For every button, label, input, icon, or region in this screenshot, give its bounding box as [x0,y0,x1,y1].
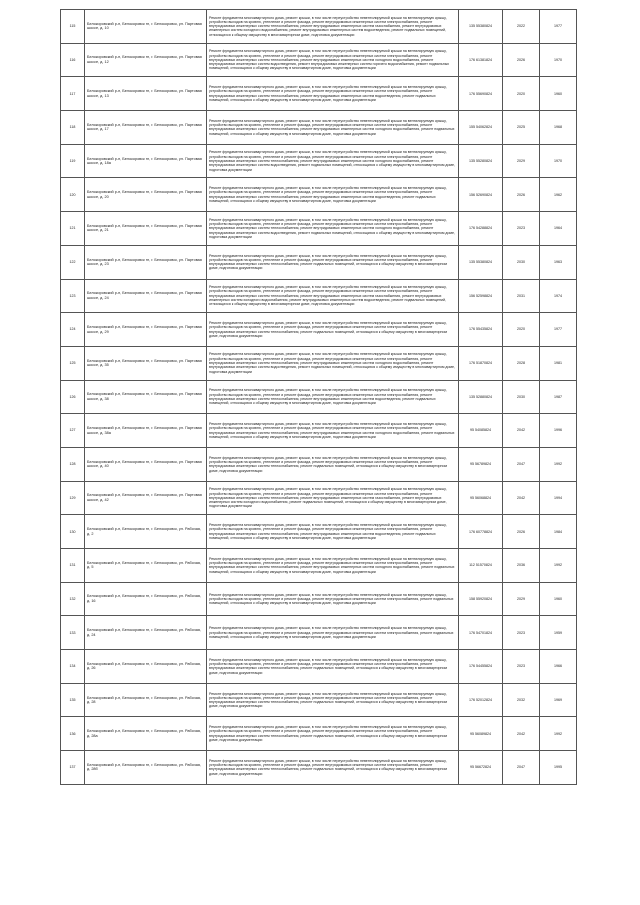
table-row [61,717,577,751]
row-number: 115 [61,10,85,44]
table-row [61,77,577,111]
row-year-built: 1966 [540,650,577,684]
row-year-repair: 2023 [503,212,540,246]
row-works: Ремонт фундамента многоквартирного дома, ремонт крыши, в том числе переустройство невентилируемой крыши на вентилируемую крышу, устройство выходов на кровлю, утепление и ремонт фасада, ремонт внутридомовых инженерных систем электроснабжения, ремонт внутридомовых инженерных систем теплоснабжения, ремонт внутридомовых инженерных систем водоотведения, ремонт подвальных помещений, относящихся к общему имуществу в многоквартирном доме, подготовка документации [207,77,459,111]
row-number: 130 [61,515,85,549]
row-works: Ремонт фундамента многоквартирного дома, ремонт крыши, в том числе переустройство невентилируемой крыши на вентилируемую крышу, устройство выходов на кровлю, утепление и ремонт фасада, ремонт внутридомовых инженерных систем электроснабжения, ремонт внутридомовых инженерных систем теплоснабжения, ремонт подвальных помещений, относящихся к общему имуществу в многоквартирном доме, подготовка документации [207,717,459,751]
row-year-built: 1995 [540,751,577,785]
row-number: 128 [61,447,85,481]
row-works: Ремонт фундамента многоквартирного дома, ремонт крыши, в том числе переустройство невентилируемой крыши на вентилируемую крышу, устройство выходов на кровлю, утепление и ремонт фасада, ремонт внутридомовых инженерных систем электроснабжения, ремонт внутридомовых инженерных систем теплоснабжения, ремонт внутридомовых инженерных систем водоотведения, ремонт подвальных помещений, относящихся к общему имуществу в многоквартирном доме, подготовка документации [207,515,459,549]
table-row [61,549,577,583]
row-year-built: 1959 [540,616,577,650]
row-works: Ремонт фундамента многоквартирного дома, ремонт крыши, в том числе переустройство невентилируемой крыши на вентилируемую крышу, устройство выходов на кровлю, утепление и ремонт фасада, ремонт внутридомовых инженерных систем электроснабжения, ремонт внутридомовых инженерных систем теплоснабжения, ремонт внутридомовых инженерных систем водоотведения, ремонт подвальных помещений, относящихся к общему имуществу в многоквартирном доме, подготовка документации [207,178,459,212]
row-number: 134 [61,650,85,684]
row-works: Ремонт фундамента многоквартирного дома, ремонт крыши, в том числе переустройство невентилируемой крыши на вентилируемую крышу, устройство выходов на кровлю, утепление и ремонт фасада, ремонт внутридомовых инженерных систем электроснабжения, ремонт подвальных помещений, относящихся к общему имуществу в многоквартирном доме, подготовка документации [207,616,459,650]
row-number: 133 [61,616,85,650]
row-year-repair: 2023 [503,650,540,684]
row-cost: 176 55435824 [459,313,503,347]
row-number: 136 [61,717,85,751]
row-cost: 95 56789824 [459,447,503,481]
table-row [61,447,577,481]
row-cost: 176 55690824 [459,77,503,111]
repair-program-table [60,9,577,785]
row-year-built: 1977 [540,313,577,347]
row-works: Ремонт фундамента многоквартирного дома, ремонт крыши, в том числе переустройство невентилируемой крыши на вентилируемую крышу, устройство выходов на кровлю, утепление и ремонт фасада, ремонт внутридомовых инженерных систем электроснабжения, ремонт внутридомовых инженерных систем теплоснабжения, ремонт внутридомовых инженерных систем водоотведения, ремонт подвальных помещений, относящихся к общему имуществу в многоквартирном доме, подготовка документации [207,380,459,414]
row-year-repair: 2030 [503,380,540,414]
row-address: Белокоровский р-н, Белокоровск гп, г. Белокоровск, ул. Партовая шоссе, д. 20 [85,178,207,212]
row-cost: 176 54288824 [459,212,503,246]
row-number: 127 [61,414,85,448]
row-address: Белокоровский р-н, Белокоровск гп, г. Белокоровск, ул. Партовая шоссе, д. 29 [85,313,207,347]
row-works: Ремонт фундамента многоквартирного дома, ремонт крыши, в том числе переустройство невентилируемой крыши на вентилируемую крышу, устройство выходов на кровлю, утепление и ремонт фасада, ремонт внутридомовых инженерных систем электроснабжения, ремонт внутридомовых инженерных систем теплоснабжения, ремонт подвальных помещений, относящихся к общему имуществу в многоквартирном доме, подготовка документации [207,650,459,684]
row-address: Белокоровский р-н, Белокоровск гп, г. Белокоровск, ул. Партовая шоссе, д. 12 [85,43,207,77]
row-year-built: 1968 [540,111,577,145]
table-row [61,650,577,684]
table-row [61,245,577,279]
row-number: 118 [61,111,85,145]
table-row [61,683,577,717]
row-cost: 158 55920824 [459,582,503,616]
row-cost: 95 56672824 [459,751,503,785]
table-row [61,414,577,448]
row-number: 120 [61,178,85,212]
table-row [61,10,577,44]
row-works: Ремонт фундамента многоквартирного дома, ремонт крыши, в том числе переустройство невентилируемой крыши на вентилируемую крышу, устройство выходов на кровлю, утепление и ремонт фасада, ремонт внутридомовых инженерных систем электроснабжения, ремонт внутридомовых инженерных систем теплоснабжения, ремонт внутридомовых инженерных систем холодного водоснабжения, ремонт внутридомовых инженерных систем водоотведения, ремонт подвальных помещений, относящихся к общему имуществу в многоквартирном доме, подготовка документации [207,212,459,246]
row-cost: 95 56089824 [459,717,503,751]
table-row [61,313,577,347]
row-address: Белокоровский р-н, Белокоровск гп, г. Белокоровск, ул. Рабочая, д. 24 [85,616,207,650]
row-year-repair: 2047 [503,751,540,785]
table-body [61,10,577,785]
row-year-repair: 2036 [503,549,540,583]
row-works: Ремонт фундамента многоквартирного дома, ремонт крыши, в том числе переустройство невентилируемой крыши на вентилируемую крышу, устройство выходов на кровлю, утепление и ремонт фасада, ремонт внутридомовых инженерных систем электроснабжения, ремонт внутридомовых инженерных систем теплоснабжения, ремонт внутридомовых инженерных систем газоснабжения, ремонт внутридомовых инженерных систем холодного водоснабжения, ремонт внутридомовых инженерных систем водоотведения, ремонт подвальных помещений, относящихся к общему имуществу в многоквартирном доме, подготовка документации [207,10,459,44]
row-cost: 176 52012824 [459,683,503,717]
row-address: Белокоровский р-н, Белокоровск гп, г. Белокоровск, ул. Рабочая, д. 28б [85,751,207,785]
row-year-repair: 2026 [503,178,540,212]
row-address: Белокоровский р-н, Белокоровск гп, г. Белокоровск, ул. Партовая шоссе, д. 23 [85,245,207,279]
row-works: Ремонт фундамента многоквартирного дома, ремонт крыши, в том числе переустройство невентилируемой крыши на вентилируемую крышу, устройство выходов на кровлю, утепление и ремонт фасада, ремонт внутридомовых инженерных систем электроснабжения, ремонт внутридомовых инженерных систем теплоснабжения, ремонт подвальных помещений, относящихся к общему имуществу в многоквартирном доме, подготовка документации [207,751,459,785]
row-year-built: 1987 [540,380,577,414]
row-cost: 176 51870824 [459,346,503,380]
row-address: Белокоровский р-н, Белокоровск гп, г. Белокоровск, ул. Партовая шоссе, д. 40 [85,447,207,481]
row-cost: 176 61381824 [459,43,503,77]
row-year-repair: 2023 [503,616,540,650]
row-address: Белокоровский р-н, Белокоровск гп, г. Белокоровск, ул. Рабочая, д. 26 [85,650,207,684]
row-works: Ремонт фундамента многоквартирного дома, ремонт крыши, в том числе переустройство невентилируемой крыши на вентилируемую крышу, устройство выходов на кровлю, утепление и ремонт фасада, ремонт внутридомовых инженерных систем электроснабжения, ремонт внутридомовых инженерных систем теплоснабжения, ремонт подвальных помещений, относящихся к общему имуществу в многоквартирном доме, подготовка документации [207,313,459,347]
row-address: Белокоровский р-н, Белокоровск гп, г. Белокоровск, ул. Партовая шоссе, д. 10 [85,10,207,44]
row-address: Белокоровский р-н, Белокоровск гп, г. Белокоровск, ул. Партовая шоссе, д. 18а [85,144,207,178]
row-address: Белокоровский р-н, Белокоровск гп, г. Белокоровск, ул. Партовая шоссе, д. 38 [85,380,207,414]
table-row [61,616,577,650]
row-year-built: 1970 [540,43,577,77]
row-year-built: 1992 [540,549,577,583]
table-row [61,144,577,178]
row-address: Белокоровский р-н, Белокоровск гп, г. Белокоровск, ул. Партовая шоссе, д. 42 [85,481,207,515]
row-year-repair: 2032 [503,683,540,717]
row-cost: 135 52880824 [459,380,503,414]
row-year-built: 1974 [540,279,577,313]
table-row [61,178,577,212]
row-year-repair: 2022 [503,10,540,44]
row-number: 119 [61,144,85,178]
row-year-repair: 2031 [503,279,540,313]
row-number: 117 [61,77,85,111]
row-number: 122 [61,245,85,279]
row-cost: 155 54062824 [459,111,503,145]
table-row [61,515,577,549]
row-cost: 176 54701824 [459,616,503,650]
row-cost: 176 60778824 [459,515,503,549]
row-number: 123 [61,279,85,313]
row-cost: 95 56068824 [459,481,503,515]
row-year-repair: 2042 [503,481,540,515]
row-number: 137 [61,751,85,785]
row-works: Ремонт фундамента многоквартирного дома, ремонт крыши, в том числе переустройство невентилируемой крыши на вентилируемую крышу, устройство выходов на кровлю, утепление и ремонт фасада, ремонт внутридомовых инженерных систем электроснабжения, ремонт внутридомовых инженерных систем теплоснабжения, ремонт внутридомовых инженерных систем холодного водоснабжения, ремонт подвальных помещений, относящихся к общему имуществу в многоквартирном доме, подготовка документации [207,111,459,145]
row-year-repair: 2042 [503,414,540,448]
row-year-repair: 2029 [503,144,540,178]
row-year-built: 1970 [540,144,577,178]
row-number: 124 [61,313,85,347]
row-year-built: 1981 [540,346,577,380]
row-year-repair: 2042 [503,717,540,751]
row-year-built: 1969 [540,683,577,717]
row-cost: 135 55380824 [459,10,503,44]
row-address: Белокоровский р-н, Белокоровск гп, г. Белокоровск, ул. Рабочая, д. 28 [85,683,207,717]
row-works: Ремонт фундамента многоквартирного дома, ремонт крыши, в том числе переустройство невентилируемой крыши на вентилируемую крышу, устройство выходов на кровлю, утепление и ремонт фасада, ремонт внутридомовых инженерных систем электроснабжения, ремонт внутридомовых инженерных систем теплоснабжения, ремонт внутридомовых инженерных систем холодного водоснабжения, ремонт внутридомовых инженерных систем водоотведения, ремонт подвальных помещений, относящихся к общему имуществу в многоквартирном доме, подготовка документации [207,346,459,380]
row-cost: 176 54455824 [459,650,503,684]
row-year-repair: 2029 [503,582,540,616]
row-year-built: 1992 [540,717,577,751]
row-address: Белокоровский р-н, Белокоровск гп, г. Белокоровск, ул. Партовая шоссе, д. 24 [85,279,207,313]
row-year-repair: 2026 [503,43,540,77]
row-cost: 156 52690824 [459,178,503,212]
row-cost: 135 55380824 [459,245,503,279]
table-row [61,582,577,616]
table-row [61,212,577,246]
document-page [60,9,576,785]
row-address: Белокоровский р-н, Белокоровск гп, г. Белокоровск, ул. Рабочая, д. 28а [85,717,207,751]
row-year-repair: 2030 [503,245,540,279]
row-works: Ремонт фундамента многоквартирного дома, ремонт крыши, в том числе переустройство невентилируемой крыши на вентилируемую крышу, устройство выходов на кровлю, утепление и ремонт фасада, ремонт внутридомовых инженерных систем электроснабжения, ремонт внутридомовых инженерных систем теплоснабжения, ремонт внутридомовых инженерных систем холодного водоснабжения, ремонт подвальных помещений, относящихся к общему имуществу в многоквартирном доме, подготовка документации [207,549,459,583]
row-number: 131 [61,549,85,583]
table-row [61,346,577,380]
row-number: 129 [61,481,85,515]
row-number: 116 [61,43,85,77]
row-year-repair: 2020 [503,77,540,111]
row-address: Белокоровский р-н, Белокоровск гп, г. Белокоровск, ул. Партовая шоссе, д. 17 [85,111,207,145]
row-number: 125 [61,346,85,380]
row-works: Ремонт фундамента многоквартирного дома, ремонт крыши, в том числе переустройство невентилируемой крыши на вентилируемую крышу, устройство выходов на кровлю, утепление и ремонт фасада, ремонт внутридомовых инженерных систем электроснабжения, ремонт внутридомовых инженерных систем теплоснабжения, ремонт внутридомовых инженерных систем газоснабжения, ремонт внутридомовых инженерных систем холодного водоснабжения, ремонт внутридомовых инженерных систем водоотведения, ремонт подвальных помещений, относящихся к общему имуществу в многоквартирном доме, подготовка документации [207,279,459,313]
table-row [61,481,577,515]
row-year-repair: 2025 [503,111,540,145]
row-address: Белокоровский р-н, Белокоровск гп, г. Белокоровск, ул. Партовая шоссе, д. 38а [85,414,207,448]
row-address: Белокоровский р-н, Белокоровск гп, г. Белокоровск, ул. Рабочая, д. 16 [85,582,207,616]
table-row [61,111,577,145]
row-year-repair: 2020 [503,313,540,347]
row-year-built: 1962 [540,178,577,212]
row-number: 132 [61,582,85,616]
row-year-built: 1960 [540,582,577,616]
row-cost: 95 54085824 [459,414,503,448]
row-works: Ремонт фундамента многоквартирного дома, ремонт крыши, в том числе переустройство невентилируемой крыши на вентилируемую крышу, устройство выходов на кровлю, утепление и ремонт фасада, ремонт внутридомовых инженерных систем электроснабжения, ремонт внутридомовых инженерных систем теплоснабжения, ремонт подвальных помещений, относящихся к общему имуществу в многоквартирном доме, подготовка документации [207,245,459,279]
row-year-built: 1977 [540,10,577,44]
row-address: Белокоровский р-н, Белокоровск гп, г. Белокоровск, ул. Рабочая, д. 2 [85,515,207,549]
row-number: 126 [61,380,85,414]
row-works: Ремонт фундамента многоквартирного дома, ремонт крыши, в том числе переустройство невентилируемой крыши на вентилируемую крышу, устройство выходов на кровлю, утепление и ремонт фасада, ремонт внутридомовых инженерных систем электроснабжения, ремонт внутридомовых инженерных систем теплоснабжения, ремонт внутридомовых инженерных систем газоснабжения, ремонт внутридомовых инженерных систем холодного водоснабжения, ремонт подвальных помещений, относящихся к общему имуществу в многоквартирном доме, подготовка документации [207,481,459,515]
row-cost: 156 52598824 [459,279,503,313]
row-year-built: 1964 [540,212,577,246]
row-year-built: 1992 [540,447,577,481]
row-works: Ремонт фундамента многоквартирного дома, ремонт крыши, в том числе переустройство невентилируемой крыши на вентилируемую крышу, устройство выходов на кровлю, утепление и ремонт фасада, ремонт внутридомовых инженерных систем электроснабжения, ремонт внутридомовых инженерных систем теплоснабжения, ремонт внутридомовых инженерных систем холодного водоснабжения, ремонт внутридомовых инженерных систем водоотведения, ремонт подвальных помещений, относящихся к общему имуществу в многоквартирном доме, подготовка документации [207,144,459,178]
row-cost: 135 55280824 [459,144,503,178]
row-year-repair: 2047 [503,447,540,481]
row-address: Белокоровский р-н, Белокоровск гп, г. Белокоровск, ул. Партовая шоссе, д. 35 [85,346,207,380]
row-works: Ремонт фундамента многоквартирного дома, ремонт крыши, в том числе переустройство невентилируемой крыши на вентилируемую крышу, устройство выходов на кровлю, утепление и ремонт фасада, ремонт внутридомовых инженерных систем электроснабжения, ремонт подвальных помещений, относящихся к общему имуществу в многоквартирном доме, подготовка документации [207,582,459,616]
table-row [61,279,577,313]
row-address: Белокоровский р-н, Белокоровск гп, г. Белокоровск, ул. Партовая шоссе, д. 21 [85,212,207,246]
row-works: Ремонт фундамента многоквартирного дома, ремонт крыши, в том числе переустройство невентилируемой крыши на вентилируемую крышу, устройство выходов на кровлю, утепление и ремонт фасада, ремонт внутридомовых инженерных систем электроснабжения, ремонт внутридомовых инженерных систем теплоснабжения, ремонт подвальных помещений, относящихся к общему имуществу в многоквартирном доме, подготовка документации [207,683,459,717]
table-row [61,751,577,785]
row-address: Белокоровский р-н, Белокоровск гп, г. Белокоровск, ул. Рабочая, д. 5 [85,549,207,583]
row-works: Ремонт фундамента многоквартирного дома, ремонт крыши, в том числе переустройство невентилируемой крыши на вентилируемую крышу, устройство выходов на кровлю, утепление и ремонт фасада, ремонт внутридомовых инженерных систем электроснабжения, ремонт внутридомовых инженерных систем теплоснабжения, ремонт внутридомовых инженерных систем холодного водоснабжения, ремонт внутридомовых инженерных систем водоотведения, ремонт внутридомовых инженерных систем горячего водоснабжения, ремонт подвальных помещений, относящихся к общему имуществу в многоквартирном доме, подготовка документации [207,43,459,77]
table-row [61,43,577,77]
row-works: Ремонт фундамента многоквартирного дома, ремонт крыши, в том числе переустройство невентилируемой крыши на вентилируемую крышу, устройство выходов на кровлю, утепление и ремонт фасада, ремонт внутридомовых инженерных систем электроснабжения, ремонт внутридомовых инженерных систем теплоснабжения, ремонт внутридомовых инженерных систем холодного водоснабжения, ремонт подвальных помещений, относящихся к общему имуществу в многоквартирном доме, подготовка документации [207,414,459,448]
row-address: Белокоровский р-н, Белокоровск гп, г. Белокоровск, ул. Партовая шоссе, д. 13 [85,77,207,111]
row-year-repair: 2028 [503,346,540,380]
table-row [61,380,577,414]
row-works: Ремонт фундамента многоквартирного дома, ремонт крыши, в том числе переустройство невентилируемой крыши на вентилируемую крышу, устройство выходов на кровлю, утепление и ремонт фасада, ремонт внутридомовых инженерных систем электроснабжения, ремонт внутридомовых инженерных систем теплоснабжения, ремонт подвальных помещений, относящихся к общему имуществу в многоквартирном доме, подготовка документации [207,447,459,481]
row-number: 135 [61,683,85,717]
row-year-repair: 2026 [503,515,540,549]
row-year-built: 1984 [540,515,577,549]
row-year-built: 1963 [540,245,577,279]
row-cost: 112 51570824 [459,549,503,583]
row-year-built: 1960 [540,77,577,111]
row-year-built: 1994 [540,481,577,515]
row-year-built: 1996 [540,414,577,448]
row-number: 121 [61,212,85,246]
